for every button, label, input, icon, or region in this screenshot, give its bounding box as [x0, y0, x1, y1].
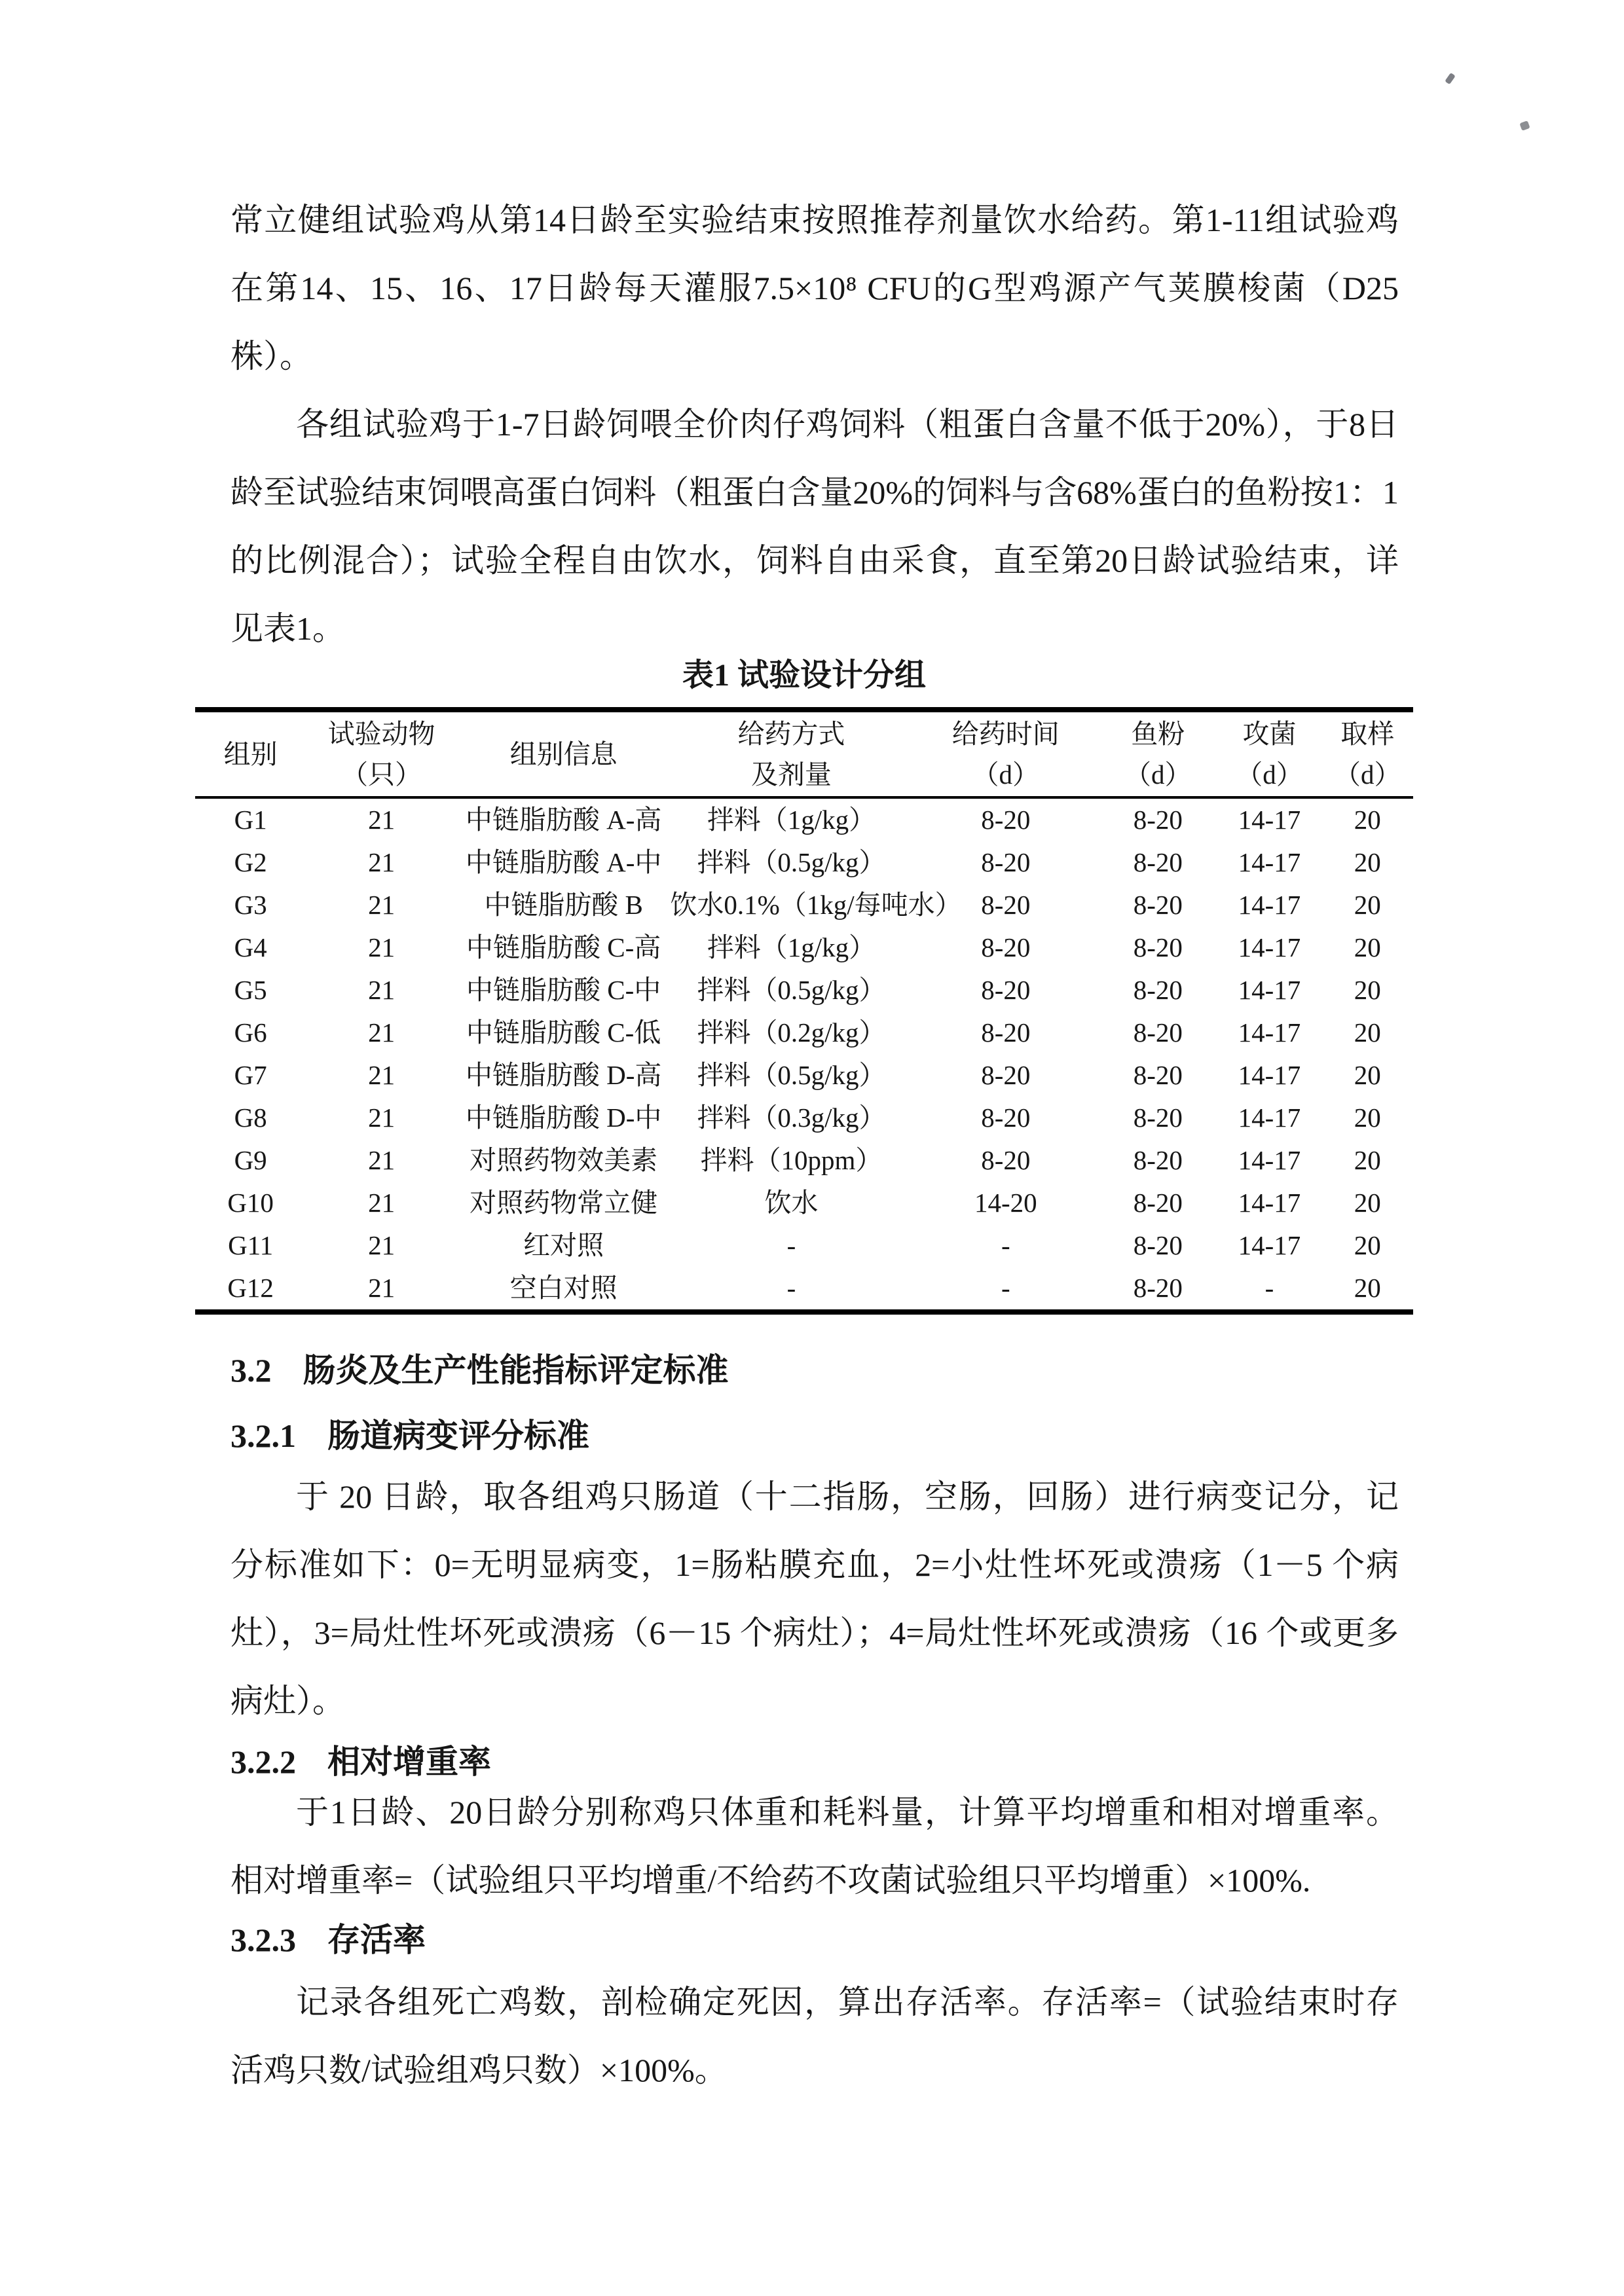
cell-dosing-days: 8-20: [981, 975, 1031, 1005]
cell-animal-count: 21: [368, 1017, 396, 1048]
cell-fishmeal-days: 8-20: [1133, 847, 1183, 877]
cell-group-info: 中链脂肪酸 A-中: [465, 847, 662, 877]
header-sampling-day: [1321, 710, 1413, 797]
cell-group-info: 中链脂肪酸 D-中: [465, 1102, 662, 1133]
cell-animal-count: 21: [368, 847, 396, 877]
cell-dosing-method: 拌料（0.5g/kg）: [697, 847, 886, 877]
header-label: 及剂量: [750, 759, 832, 790]
cell-dosing-method: 拌料（10ppm）: [700, 1145, 883, 1175]
header-unit: （d）: [1333, 759, 1401, 790]
cell-fishmeal-days: 8-20: [1133, 975, 1183, 1005]
cell-sampling-day: 20: [1354, 1273, 1381, 1303]
cell-group-info: 中链脂肪酸 C-低: [466, 1017, 661, 1048]
cell-fishmeal-days: 8-20: [1133, 1273, 1183, 1303]
heading-number: 3.2.3: [231, 1922, 296, 1958]
intro-paragraph-1: [231, 186, 1399, 390]
cell-fishmeal-days: 8-20: [1133, 1017, 1183, 1048]
cell-sampling-day: 20: [1354, 847, 1381, 877]
header-label: 取样: [1340, 719, 1395, 749]
cell-challenge-days: 14-17: [1238, 1145, 1301, 1175]
cell-fishmeal-days: 8-20: [1133, 1188, 1183, 1218]
heading-number: 3.2.2: [231, 1743, 296, 1780]
cell-group: G8: [234, 1102, 267, 1133]
text-line: 相对增重率=（试验组只平均增重/不给药不攻菌试验组只平均增重）×100%.: [231, 1862, 1311, 1899]
cell-group-info: 对照药物效美素: [470, 1145, 658, 1175]
text-line: 的比例混合）；试验全程自由饮水，饲料自由采食，直至第20日龄试验结束，详: [231, 542, 1399, 579]
cell-group: G11: [228, 1230, 274, 1260]
header-challenge-days: [1217, 710, 1321, 797]
cell-animal-count: 21: [368, 1102, 396, 1133]
cell-dosing-days: 8-20: [981, 805, 1031, 835]
header-label: 组别信息: [509, 739, 618, 769]
cell-group: G3: [234, 890, 267, 920]
paragraph-3-2-1: [231, 1463, 1399, 1735]
heading-text: 存活率: [327, 1922, 426, 1958]
header-unit: （d）: [972, 759, 1040, 790]
header-fishmeal-days: [1099, 710, 1217, 797]
cell-dosing-days: -: [1001, 1230, 1010, 1260]
cell-challenge-days: 14-17: [1238, 1017, 1301, 1048]
cell-group: G7: [234, 1060, 267, 1090]
table-row: [195, 797, 1413, 841]
table-row: [195, 969, 1413, 1011]
header-label: 鱼粉: [1131, 719, 1185, 749]
cell-group: G12: [227, 1273, 274, 1303]
header-group-info: [457, 710, 671, 797]
cell-dosing-days: 8-20: [981, 847, 1031, 877]
text-line: 病灶）。: [231, 1683, 345, 1719]
cell-dosing-method: 拌料（1g/kg）: [707, 932, 876, 962]
cell-group-info: 空白对照: [509, 1273, 618, 1303]
table-row: [195, 926, 1413, 969]
cell-group-info: 中链脂肪酸 B: [484, 890, 643, 920]
table-row: [195, 1097, 1413, 1139]
cell-sampling-day: 20: [1354, 805, 1381, 835]
cell-challenge-days: 14-17: [1238, 805, 1301, 835]
heading-number: 3.2.1: [231, 1417, 296, 1454]
cell-dosing-days: 8-20: [981, 932, 1031, 962]
cell-animal-count: 21: [368, 932, 396, 962]
table-row: [195, 1182, 1413, 1224]
header-dosing-days: [913, 710, 1099, 797]
cell-dosing-days: 14-20: [974, 1188, 1037, 1218]
cell-dosing-method: 拌料（0.2g/kg）: [697, 1017, 886, 1048]
text-line: 于 20 日龄，取各组鸡只肠道（十二指肠，空肠，回肠）进行病变记分，记: [296, 1478, 1399, 1515]
cell-dosing-method: 拌料（0.5g/kg）: [697, 1060, 886, 1090]
cell-dosing-method: 饮水: [764, 1188, 819, 1218]
header-label: 给药时间: [951, 719, 1060, 749]
cell-dosing-method: 饮水0.1%（1kg/每吨水）: [670, 890, 962, 920]
cell-challenge-days: 14-17: [1238, 1102, 1301, 1133]
cell-dosing-days: 8-20: [981, 1102, 1031, 1133]
cell-dosing-days: 8-20: [981, 890, 1031, 920]
cell-animal-count: 21: [368, 1230, 396, 1260]
table-header-row: [195, 710, 1413, 797]
cell-dosing-method: 拌料（1g/kg）: [707, 805, 876, 835]
table-row: [195, 884, 1413, 926]
header-dosing-method: [670, 710, 912, 797]
header-label: 攻菌: [1242, 719, 1297, 749]
cell-challenge-days: -: [1264, 1273, 1274, 1303]
cell-group: G10: [227, 1188, 274, 1218]
cell-fishmeal-days: 8-20: [1133, 932, 1183, 962]
cell-dosing-method: -: [786, 1273, 796, 1303]
text-line: 株）。: [231, 338, 312, 374]
cell-fishmeal-days: 8-20: [1133, 890, 1183, 920]
table-row: [195, 1224, 1413, 1267]
header-unit: （d）: [1124, 759, 1192, 790]
cell-group-info: 红对照: [523, 1230, 604, 1260]
heading-text: 肠炎及生产性能指标评定标准: [303, 1352, 729, 1389]
cell-group: G9: [234, 1145, 267, 1175]
cell-sampling-day: 20: [1354, 1102, 1381, 1133]
paragraph-3-2-2: [231, 1778, 1399, 1914]
cell-sampling-day: 20: [1354, 1188, 1381, 1218]
cell-animal-count: 21: [368, 1060, 396, 1090]
text-line: 见表1。: [231, 610, 345, 647]
header-unit: （只）: [341, 759, 422, 790]
heading-3-2: [231, 1347, 729, 1393]
text-line: 各组试验鸡于1-7日龄饲喂全价肉仔鸡饲料（粗蛋白含量不低于20%），于8日: [296, 406, 1399, 443]
text-line: 龄至试验结束饲喂高蛋白饲料（粗蛋白含量20%的饲料与含68%蛋白的鱼粉按1：1: [231, 474, 1399, 511]
cell-sampling-day: 20: [1354, 1230, 1381, 1260]
text-line: 灶），3=局灶性坏死或溃疡（6－15 个病灶）；4=局灶性坏死或溃疡（16 个或更多: [231, 1614, 1399, 1651]
cell-fishmeal-days: 8-20: [1133, 1145, 1183, 1175]
scan-speck: [1445, 73, 1456, 84]
heading-number: 3.2: [231, 1352, 272, 1389]
text-line: 于1日龄、20日龄分别称鸡只体重和耗料量，计算平均增重和相对增重率。: [296, 1794, 1399, 1831]
experiment-design-table: [195, 707, 1413, 1315]
cell-animal-count: 21: [368, 1188, 396, 1218]
cell-dosing-days: 8-20: [981, 1060, 1031, 1090]
cell-challenge-days: 14-17: [1238, 1060, 1301, 1090]
cell-group-info: 中链脂肪酸 C-中: [466, 975, 661, 1005]
heading-text: 相对增重率: [327, 1743, 491, 1780]
cell-group: G2: [234, 847, 267, 877]
cell-group: G5: [234, 975, 267, 1005]
cell-challenge-days: 14-17: [1238, 847, 1301, 877]
cell-dosing-method: 拌料（0.3g/kg）: [697, 1102, 886, 1133]
cell-animal-count: 21: [368, 1145, 396, 1175]
cell-animal-count: 21: [368, 1273, 396, 1303]
header-label: 试验动物: [327, 719, 435, 749]
cell-dosing-method: 拌料（0.5g/kg）: [697, 975, 886, 1005]
cell-dosing-days: -: [1001, 1273, 1010, 1303]
table-row: [195, 1267, 1413, 1312]
table-row: [195, 1139, 1413, 1182]
heading-3-2-1: [231, 1413, 589, 1459]
text-line: 常立健组试验鸡从第14日龄至实验结束按照推荐剂量饮水给药。第1-11组试验鸡: [231, 202, 1399, 238]
cell-dosing-days: 8-20: [981, 1017, 1031, 1048]
paragraph-3-2-3: [231, 1968, 1399, 2104]
cell-fishmeal-days: 8-20: [1133, 1060, 1183, 1090]
header-group: [195, 710, 306, 797]
table-title: 表1 试验设计分组: [682, 658, 926, 693]
scan-speck: [1519, 120, 1530, 131]
cell-group-info: 中链脂肪酸 C-高: [466, 932, 661, 962]
cell-animal-count: 21: [368, 805, 396, 835]
cell-sampling-day: 20: [1354, 890, 1381, 920]
intro-paragraph-2: [231, 390, 1399, 663]
cell-challenge-days: 14-17: [1238, 890, 1301, 920]
cell-sampling-day: 20: [1354, 932, 1381, 962]
cell-dosing-days: 8-20: [981, 1145, 1031, 1175]
cell-fishmeal-days: 8-20: [1133, 805, 1183, 835]
cell-sampling-day: 20: [1354, 1060, 1381, 1090]
table-row: [195, 1054, 1413, 1097]
cell-sampling-day: 20: [1354, 1145, 1381, 1175]
cell-sampling-day: 20: [1354, 975, 1381, 1005]
cell-group: G6: [234, 1017, 267, 1048]
cell-dosing-method: -: [786, 1230, 796, 1260]
header-label: 组别: [223, 739, 278, 769]
text-line: 记录各组死亡鸡数，剖检确定死因，算出存活率。存活率=（试验结束时存: [296, 1984, 1399, 2020]
cell-group-info: 中链脂肪酸 D-高: [465, 1060, 662, 1090]
header-unit: （d）: [1236, 759, 1303, 790]
header-label: 给药方式: [737, 719, 845, 749]
cell-fishmeal-days: 8-20: [1133, 1230, 1183, 1260]
heading-text: 肠道病变评分标准: [327, 1417, 589, 1454]
cell-challenge-days: 14-17: [1238, 1188, 1301, 1218]
cell-animal-count: 21: [368, 975, 396, 1005]
cell-challenge-days: 14-17: [1238, 932, 1301, 962]
cell-fishmeal-days: 8-20: [1133, 1102, 1183, 1133]
cell-challenge-days: 14-17: [1238, 1230, 1301, 1260]
text-line: 分标准如下：0=无明显病变，1=肠粘膜充血，2=小灶性坏死或溃疡（1－5 个病: [231, 1546, 1399, 1583]
cell-group-info: 对照药物常立健: [470, 1188, 658, 1218]
cell-sampling-day: 20: [1354, 1017, 1381, 1048]
text-line: 在第14、15、16、17日龄每天灌服7.5×10⁸ CFU的G型鸡源产气荚膜梭菌（D25: [231, 270, 1399, 306]
table-row: [195, 1011, 1413, 1054]
cell-group-info: 中链脂肪酸 A-高: [465, 805, 662, 835]
cell-animal-count: 21: [368, 890, 396, 920]
header-animal-count: [306, 710, 457, 797]
text-line: 活鸡只数/试验组鸡只数）×100%。: [231, 2052, 728, 2088]
table-row: [195, 841, 1413, 884]
cell-group: G4: [234, 932, 267, 962]
cell-challenge-days: 14-17: [1238, 975, 1301, 1005]
heading-3-2-3: [231, 1917, 426, 1963]
cell-group: G1: [234, 805, 267, 835]
